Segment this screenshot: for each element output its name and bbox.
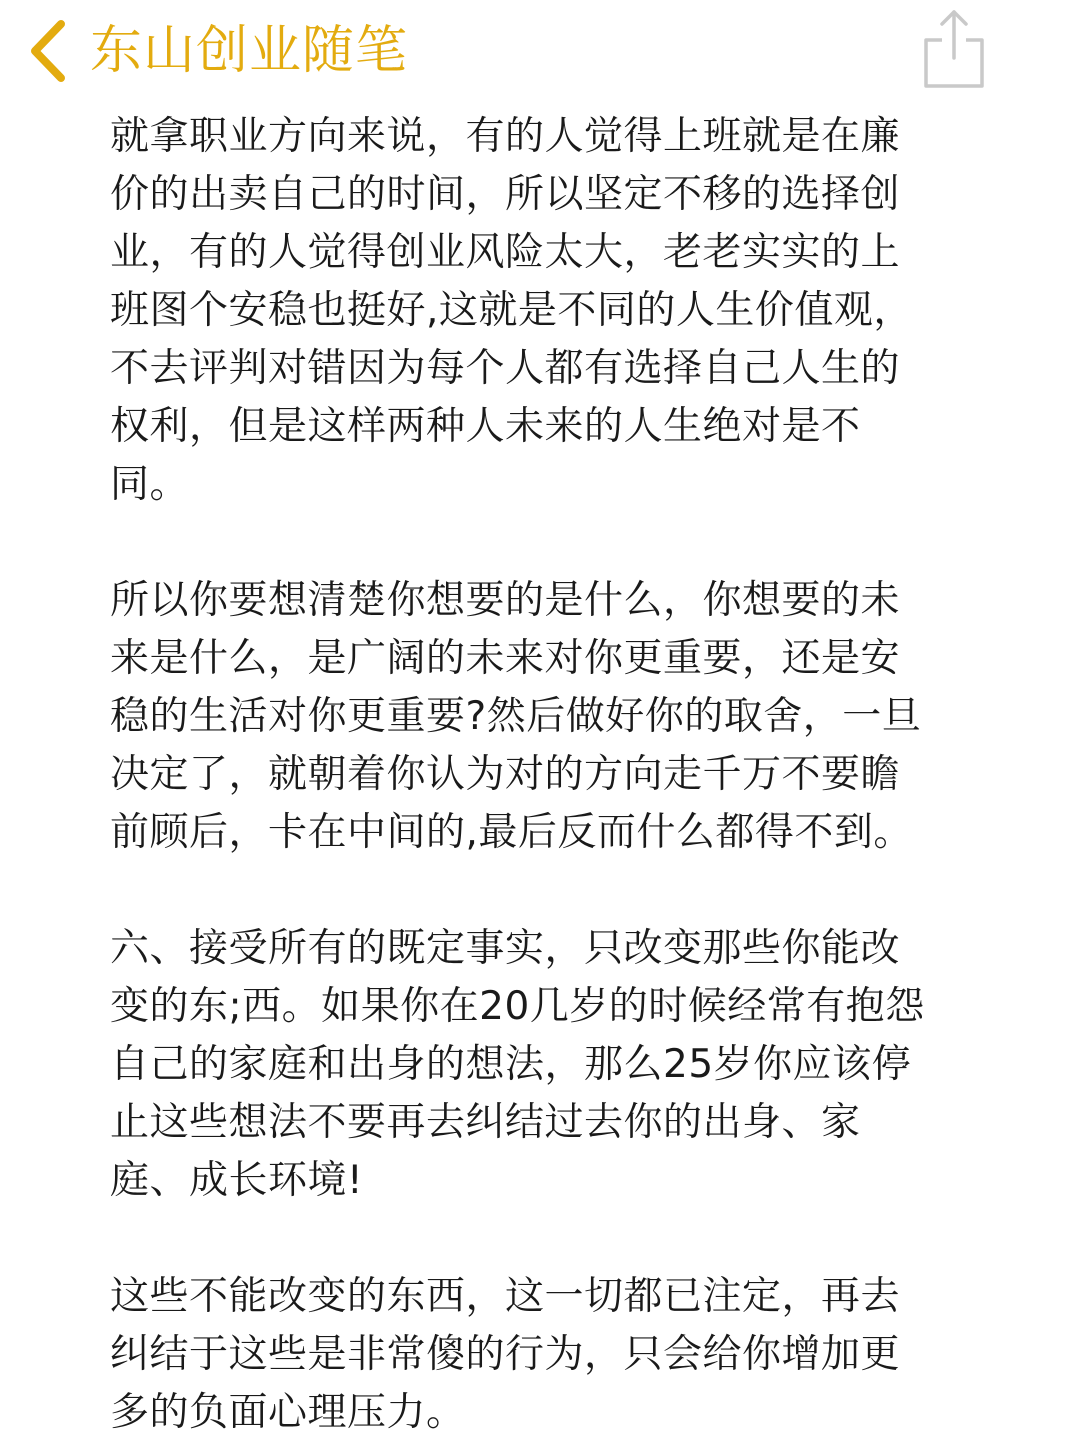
share-button[interactable] [916, 6, 992, 92]
note-folder-title[interactable]: 东山创业随笔 [90, 21, 409, 81]
note-paragraph: 就拿职业方向来说，有的人觉得上班就是在廉 价的出卖自己的时间，所以坚定不移的选择创 业，有的人觉得创业风险太大，老老实实的上 班图个安稳也挺好,这就是不同的人生价值观， 不去评判对错因为每个人都有选择自己人生的 权利，但是这样两种人未来的人生绝对是不 同。 [110, 114, 913, 507]
note-paragraph: 这些不能改变的东西，这一切都已注定，再去 纠结于这些是非常傻的行为，只会给你增加更 多的负面心理压力。 [110, 1274, 901, 1435]
navigation-bar [0, 0, 1080, 100]
note-paragraph: 六、接受所有的既定事实，只改变那些你能改 变的东;西。如果你在20几岁的时候经常有抱怨 自己的家庭和出身的想法，那么25岁你应该停 止这些想法不要再去纠结过去你的出身、家 庭、成长环境! [110, 926, 925, 1203]
note-paragraph: 所以你要想清楚你想要的是什么，你想要的未 来是什么，是广阔的未来对你更重要，还是安 稳的生活对你更重要?然后做好你的取舍，一旦 决定了，就朝着你认为对的方向走千万不要瞻 前顾后，卡在中间的,最后反而什么都得不到。 [110, 578, 922, 855]
back-button[interactable] [22, 14, 442, 88]
note-body[interactable] [110, 108, 970, 1442]
chevron-left-icon[interactable] [22, 16, 72, 86]
share-icon[interactable] [916, 6, 992, 92]
